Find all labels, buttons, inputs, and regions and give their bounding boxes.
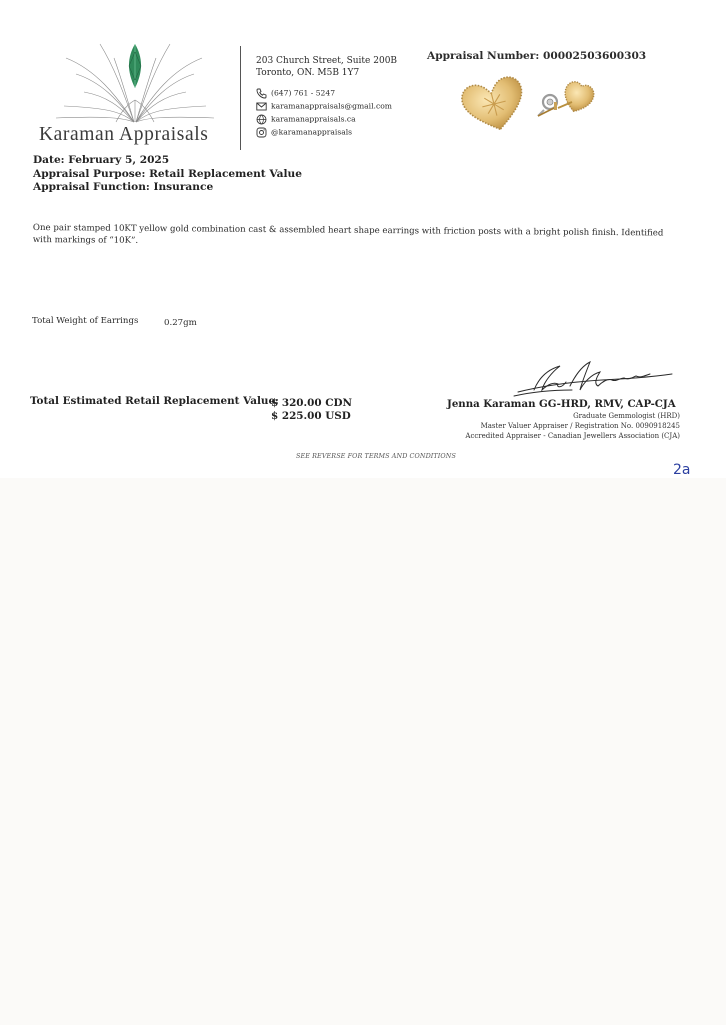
signer-name: Jenna Karaman GG-HRD, RMV, CAP-CJA	[447, 398, 676, 410]
appraisal-date: Date: February 5, 2025	[33, 154, 170, 166]
total-value-label: Total Estimated Retail Replacement Value:	[30, 395, 279, 407]
earrings-photo	[458, 72, 608, 134]
appraisal-function: Appraisal Function: Insurance	[33, 181, 214, 193]
item-description: One pair stamped 10KT yellow gold combination cast & assembled heart shape earrings with friction posts with a bright polish finish. Identified with markings of “10K”.	[32, 222, 664, 246]
appraisal-number-value: 00002503600303	[542, 50, 647, 62]
total-value-cdn: $ 320.00 CDN	[271, 397, 353, 409]
contact-instagram	[256, 127, 352, 138]
address-line-1: 203 Church Street, Suite 200B	[256, 56, 398, 66]
phone-icon	[256, 88, 267, 99]
address-line-2: Toronto, ON. M5B 1Y7	[256, 68, 360, 78]
globe-icon	[256, 114, 267, 125]
appraisal-purpose: Appraisal Purpose: Retail Replacement Value	[33, 168, 302, 180]
email-text: karamanappraisals@gmail.com	[271, 101, 392, 111]
weight-label: Total Weight of Earrings	[32, 316, 139, 326]
mail-icon	[256, 101, 267, 112]
terms-note: SEE REVERSE FOR TERMS AND CONDITIONS	[296, 452, 456, 460]
website-text: karamanappraisals.ca	[271, 114, 356, 124]
phone-text: (647) 761 - 5247	[271, 88, 336, 98]
contact-phone	[256, 88, 335, 99]
signer-credential-3: Accredited Appraiser - Canadian Jewellers Association (CJA)	[465, 432, 680, 440]
contact-email	[256, 101, 392, 112]
appraisal-document	[0, 0, 726, 478]
handwritten-signature	[512, 360, 676, 398]
total-value-usd: $ 225.00 USD	[271, 410, 351, 422]
appraisal-number	[427, 50, 646, 62]
appraisal-number-label: Appraisal Number:	[427, 50, 540, 62]
contact-website	[256, 114, 356, 125]
instagram-text: @karamanappraisals	[271, 127, 353, 137]
gem-logo-icon	[56, 40, 216, 126]
brand-name: Karaman Appraisals	[39, 124, 209, 145]
header-divider	[240, 46, 241, 150]
signer-credential-2: Master Valuer Appraiser / Registration No. 0090918245	[480, 422, 680, 430]
page-corner-mark: 2a	[673, 462, 691, 478]
weight-value: 0.27gm	[164, 318, 197, 328]
signer-credential-1: Graduate Gemmologist (HRD)	[573, 412, 680, 420]
instagram-icon	[256, 127, 267, 138]
